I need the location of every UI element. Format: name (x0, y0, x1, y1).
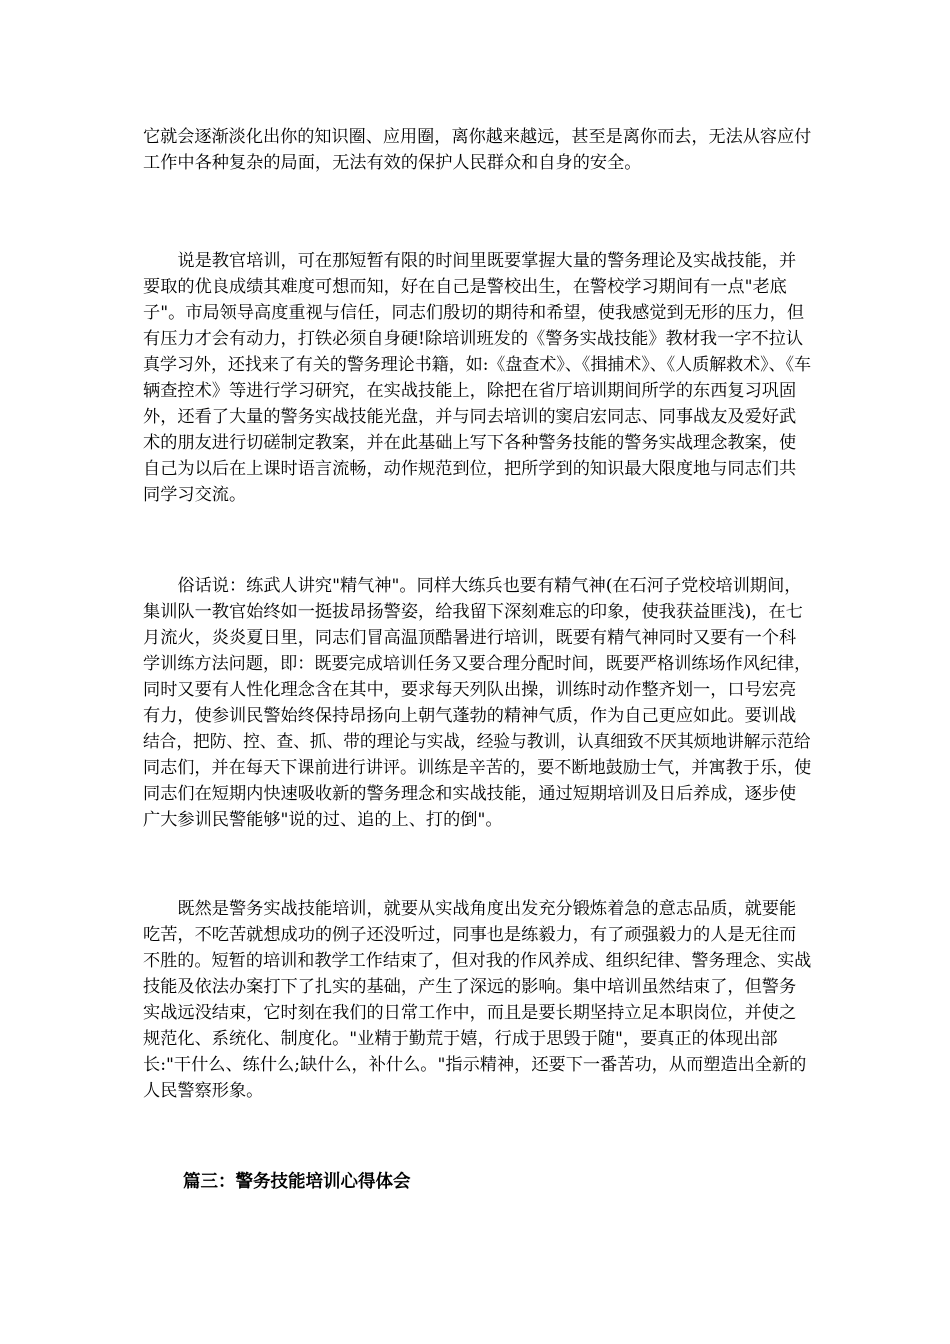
paragraph-line: 技能及依法办案打下了扎实的基础，产生了深远的影响。集中培训虽然结束了，但警务 (143, 977, 797, 997)
paragraph-4 (143, 896, 812, 1104)
paragraph-line: 长:"干什么、练什么;缺什么，补什么。"指示精神，还要下一番苦功，从而塑造出全新的 (143, 1055, 807, 1075)
paragraph-line: 辆查控术》等进行学习研究，在实战技能上，除把在省厅培训期间所学的东西复习巩固 (143, 381, 797, 401)
paragraph-line: 要取的优良成绩其难度可想而知，好在自己是警校出生，在警校学习期间有一点"老底 (143, 277, 787, 297)
paragraph-line: 学训练方法问题，即：既要完成培训任务又要合理分配时间，既要严格训练场作风纪律， (143, 654, 812, 674)
paragraph-2 (143, 248, 812, 508)
paragraph-line: 不胜的。短暂的培训和教学工作结束了，但对我的作风养成、组织纪律、警务理念、实战 (143, 951, 812, 971)
paragraph-line: 自己为以后在上课时语言流畅，动作规范到位，把所学到的知识最大限度地与同志们共 (143, 459, 797, 479)
paragraph-line: 规范化、系统化、制度化。"业精于勤荒于嬉，行成于思毁于随"，要真正的体现出部 (143, 1029, 778, 1049)
paragraph-line: 子"。市局领导高度重视与信任，同志们殷切的期待和希望，使我感觉到无形的压力，但 (143, 303, 805, 323)
paragraph-line: 月流火，炎炎夏日里，同志们冒高温顶酷暑进行培训，既要有精气神同时又要有一个科 (143, 628, 797, 648)
paragraph-line: 同志们，并在每天下课前进行讲评。训练是辛苦的，要不断地鼓励士气，并寓教于乐，使 (143, 758, 812, 778)
paragraph-line: 既然是警务实战技能培训，就要从实战角度出发充分锻炼着急的意志品质，就要能 (143, 899, 797, 919)
paragraph-1 (143, 124, 812, 176)
section-heading: 篇三：警务技能培训心得体会 (183, 1172, 411, 1192)
paragraph-line: 有力，使参训民警始终保持昂扬向上朝气蓬勃的精神气质，作为自己更应如此。要训战 (143, 706, 797, 726)
paragraph-line: 工作中各种复杂的局面，无法有效的保护人民群众和自身的安全。 (143, 153, 642, 173)
paragraph-line: 集训队一教官始终如一挺拔昂扬警姿，给我留下深刻难忘的印象，使我获益匪浅)，在七 (143, 602, 803, 622)
paragraph-line: 同学习交流。 (143, 485, 247, 505)
paragraph-line: 俗话说：练武人讲究"精气神"。同样大练兵也要有精气神(在石河子党校培训期间， (143, 576, 802, 596)
paragraph-line: 真学习外，还找来了有关的警务理论书籍，如:《盘查术》、《揖捕术》、《人质解救术》、《车 (143, 355, 812, 375)
paragraph-line: 实战远没结束，它时刻在我们的日常工作中，而且是要长期坚持立足本职岗位，并使之 (143, 1003, 797, 1023)
paragraph-line: 说是教官培训，可在那短暂有限的时间里既要掌握大量的警务理论及实战技能，并 (143, 251, 797, 271)
paragraph-line: 它就会逐渐淡化出你的知识圈、应用圈，离你越来越远，甚至是离你而去，无法从容应付 (143, 127, 812, 147)
paragraph-line: 吃苦，不吃苦就想成功的例子还没听过，同事也是练毅力，有了顽强毅力的人是无往而 (143, 925, 797, 945)
paragraph-line: 术的朋友进行切磋制定教案，并在此基础上写下各种警务技能的警务实战理念教案，使 (143, 433, 797, 453)
paragraph-line: 人民警察形象。 (143, 1081, 264, 1101)
paragraph-line: 广大参训民警能够"说的过、追的上、打的倒"。 (143, 810, 503, 830)
paragraph-line: 有压力才会有动力，打铁必须自身硬!除培训班发的《警务实战技能》教材我一字不拉认 (143, 329, 804, 349)
paragraph-line: 结合，把防、控、查、抓、带的理论与实战，经验与教训，认真细致不厌其烦地讲解示范给 (143, 732, 811, 752)
paragraph-line: 同志们在短期内快速吸收新的警务理念和实战技能，通过短期培训及日后养成，逐步使 (143, 784, 797, 804)
paragraph-line: 外，还看了大量的警务实战技能光盘，并与同去培训的窦启宏同志、同事战友及爱好武 (143, 407, 797, 427)
paragraph-line: 同时又要有人性化理念含在其中，要求每天列队出操，训练时动作整齐划一，口号宏亮 (143, 680, 797, 700)
paragraph-3 (143, 573, 812, 833)
